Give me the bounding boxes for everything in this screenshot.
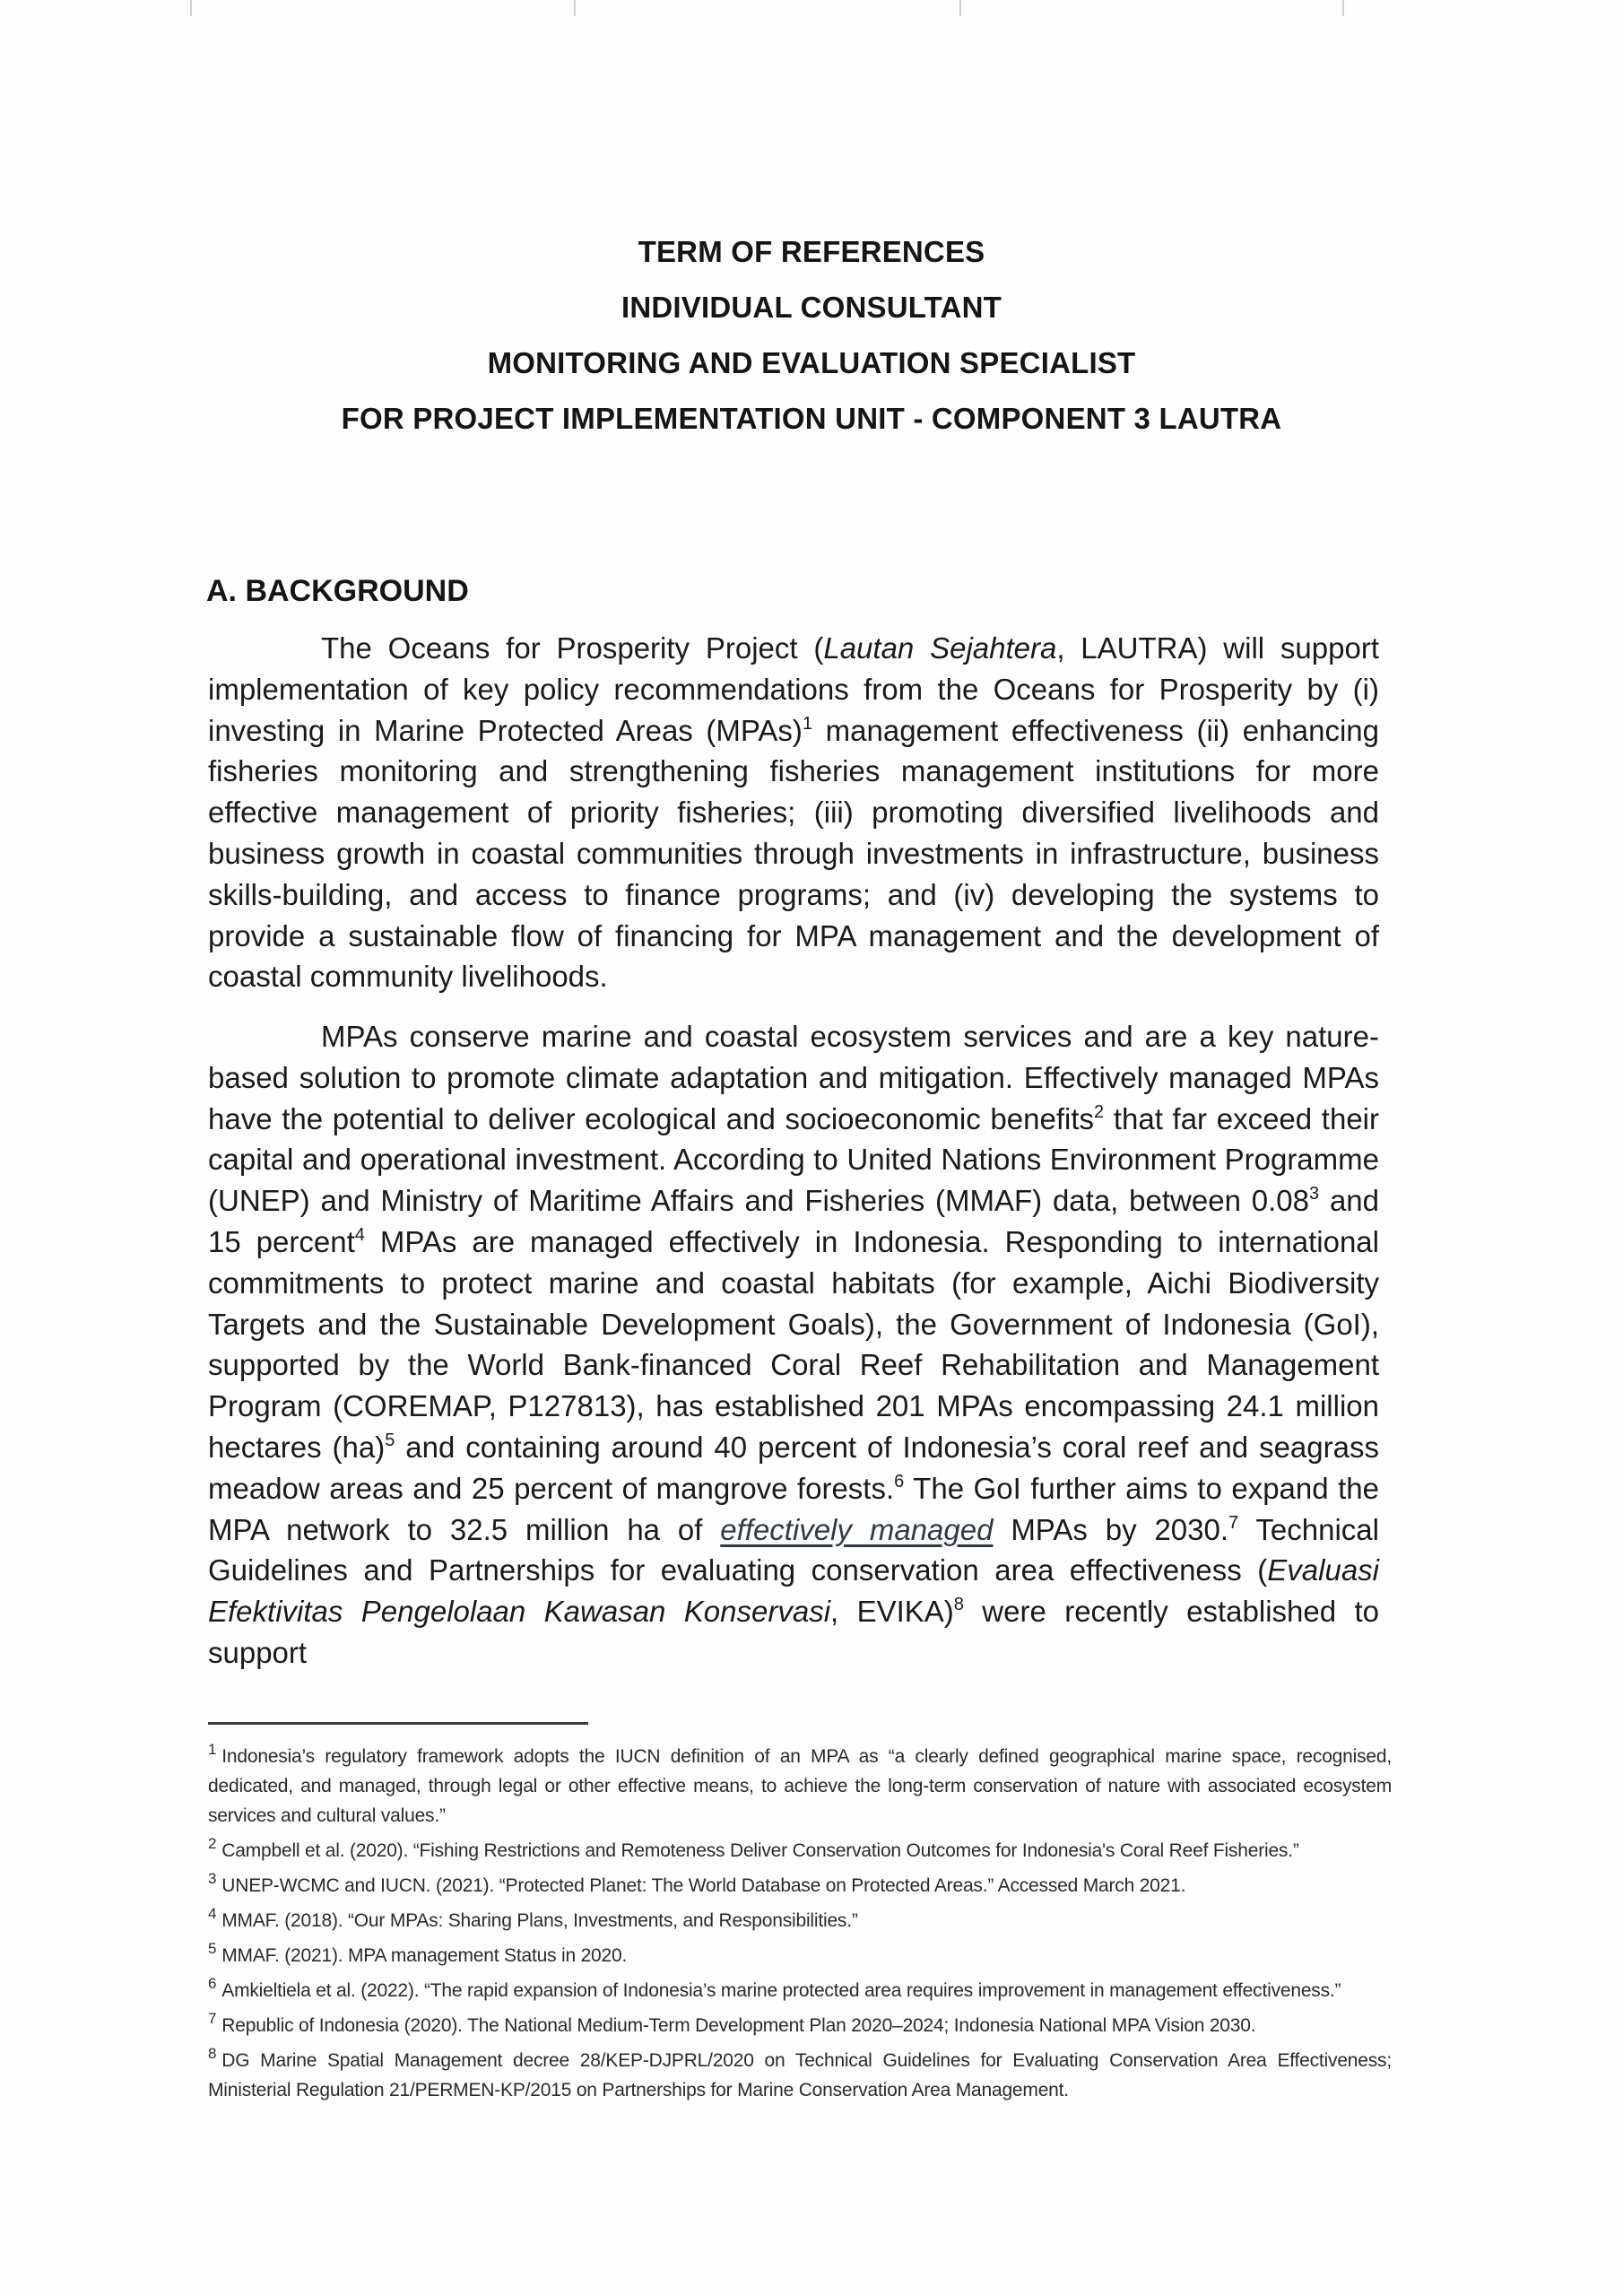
footnote-reference[interactable]: 4 (354, 1224, 365, 1245)
footnote-number: 1 (208, 1741, 217, 1758)
footnote-item (208, 2011, 1392, 2040)
text-run: Technical Guidelines and Partnerships for evaluating conservation area effectiveness ( (208, 1512, 1379, 1587)
text-run: and containing around 40 percent of Indonesia’s coral reef and seagrass meadow areas and 25 percent of mangrove forests. (208, 1430, 1379, 1505)
footnote-item (208, 1836, 1392, 1866)
footnote-text: Amkieltiela et al. (2022). “The rapid expansion of Indonesia’s marine protected area requires improvement in management effectiveness.” (221, 1980, 1341, 2001)
footnote-reference[interactable]: 6 (894, 1471, 905, 1492)
scan-artifact (959, 0, 961, 16)
footnote-text: MMAF. (2021). MPA management Status in 2020. (221, 1945, 628, 1966)
footnote-text: DG Marine Spatial Management decree 28/KEP-DJPRL/2020 on Technical Guidelines for Evaluating Conservation Area Effectiveness; Ministerial Regulation 21/PERMEN-KP/2015 on Partnerships for Marine Conservation Area Management. (208, 2050, 1392, 2100)
footnote-text: UNEP-WCMC and IUCN. (2021). “Protected Planet: The World Database on Protected Areas.” Accessed March 2021. (221, 1875, 1186, 1896)
text-run: The Oceans for Prosperity Project ( (321, 631, 824, 665)
text-run: management effectiveness (ii) enhancing fisheries monitoring and strengthening fisheries management institutions for more effective management of priority fisheries; (iii) promoting diversified livelihoods and business growth in coastal communities through investments in infrastructure, business skills-building, and access to finance programs; and (iv) developing the systems to provide a sustainable flow of financing for MPA management and the development of coastal community livelihoods. (208, 713, 1379, 994)
body-paragraph-1 (208, 628, 1379, 997)
italic-term: Evaluasi Efektivitas Pengelolaan Kawasan Konservasi (208, 1553, 1379, 1629)
title-line: TERM OF REFERENCES (638, 235, 985, 268)
text-run: MPAs by 2030. (993, 1512, 1229, 1546)
scan-artifact (574, 0, 576, 16)
document-title (0, 235, 1623, 457)
underlined-phrase-link[interactable]: effectively managed (720, 1512, 994, 1546)
footnote-reference[interactable]: 7 (1228, 1512, 1239, 1533)
title-line: INDIVIDUAL CONSULTANT (621, 291, 1002, 324)
footnote-number: 2 (208, 1835, 217, 1852)
footnote-number: 5 (208, 1940, 217, 1957)
footnote-reference[interactable]: 2 (1094, 1101, 1105, 1122)
text-run: , LAUTRA) will support implementation of key policy recommendations from the Oceans for Prosperity by (i) investing in Marine Protected Areas (MPAs) (208, 631, 1379, 747)
footnote-reference[interactable]: 5 (385, 1430, 395, 1450)
footnote-reference[interactable]: 8 (953, 1595, 964, 1615)
footnote-item (208, 1742, 1392, 1831)
footnote-item (208, 1976, 1392, 2005)
text-run: , EVIKA) (830, 1595, 954, 1629)
footnote-item (208, 1871, 1392, 1900)
footnote-separator (208, 1722, 588, 1725)
paragraph (208, 628, 1379, 997)
title-line: MONITORING AND EVALUATION SPECIALIST (487, 346, 1136, 379)
text-run: were recently established to support (208, 1595, 1379, 1669)
section-heading-background: A. BACKGROUND (206, 574, 469, 608)
text-run: and 15 percent (208, 1184, 1380, 1258)
paragraph (208, 1016, 1379, 1674)
footnote-item (208, 1941, 1392, 1970)
footnote-item (208, 1906, 1392, 1935)
footnote-text: Republic of Indonesia (2020). The National Medium-Term Development Plan 2020–2024; Indonesia National MPA Vision 2030. (221, 2015, 1256, 2036)
scan-artifact (1342, 0, 1344, 16)
footnote-item (208, 2046, 1392, 2105)
title-line: FOR PROJECT IMPLEMENTATION UNIT - COMPONENT 3 LAUTRA (341, 402, 1282, 435)
footnote-text: Indonesia’s regulatory framework adopts the IUCN definition of an MPA as “a clearly defined geographical marine space, recognised, dedicated, and managed, through legal or other effective means, to achieve the long-term conservation of nature with associated ecosystem services and cultural values.” (208, 1746, 1392, 1826)
footnote-text: Campbell et al. (2020). “Fishing Restrictions and Remoteness Deliver Conservation Outcomes for Indonesia's Coral Reef Fisheries.” (221, 1840, 1299, 1861)
text-run: that far exceed their capital and operational investment. According to United Nations Environment Programme (UNEP) and Ministry of Maritime Affairs and Fisheries (MMAF) data, between 0.08 (208, 1101, 1380, 1218)
footnote-number: 4 (208, 1905, 217, 1922)
footnote-number: 3 (208, 1870, 217, 1887)
italic-term: Lautan Sejahtera (823, 631, 1057, 665)
text-run: The GoI further aims to expand the MPA network to 32.5 million ha of (208, 1471, 1379, 1546)
text-run: MPAs conserve marine and coastal ecosystem services and are a key nature-based solution to promote climate adaptation and mitigation. Effectively managed MPAs have the potential to deliver ecological and socioeconomic benefits (208, 1020, 1379, 1135)
footnote-reference[interactable]: 3 (1309, 1184, 1320, 1205)
footnote-number: 8 (208, 2045, 217, 2062)
text-run: MPAs are managed effectively in Indonesia. Responding to international commitments to protect marine and coastal habitats (for example, Aichi Biodiversity Targets and the Sustainable Development Goals), the Government of Indonesia (GoI), supported by the World Bank-financed Coral Reef Rehabilitation and Management Program (COREMAP, P127813), has established 201 MPAs encompassing 24.1 million hectares (ha) (208, 1224, 1379, 1464)
footnote-text: MMAF. (2018). “Our MPAs: Sharing Plans, Investments, and Responsibilities.” (221, 1910, 858, 1931)
scan-artifact (190, 0, 192, 16)
footnotes-list (208, 1742, 1392, 2110)
footnote-number: 7 (208, 2010, 217, 2027)
body-paragraph-2 (208, 1016, 1379, 1674)
footnote-reference[interactable]: 1 (802, 713, 813, 734)
footnote-number: 6 (208, 1975, 217, 1992)
